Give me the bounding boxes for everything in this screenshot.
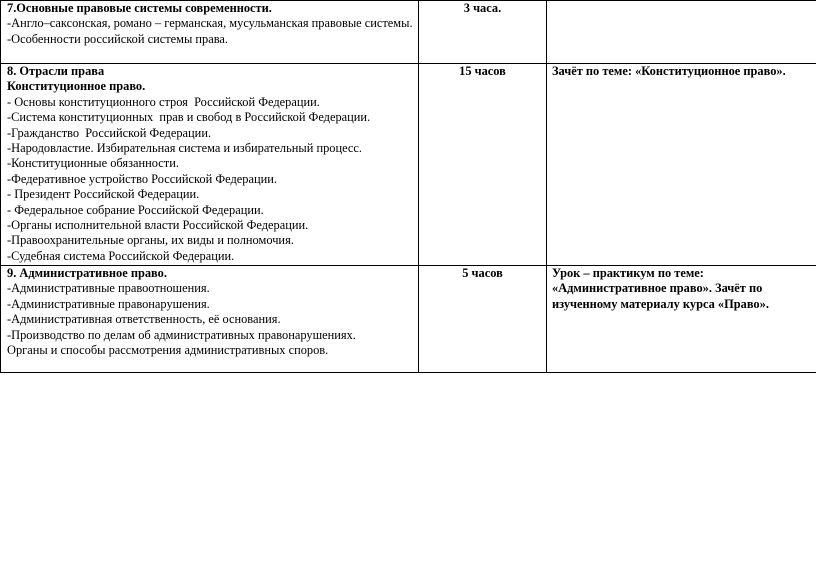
topic-line: - Федеральное собрание Российской Федерации. <box>7 202 264 217</box>
topic-line: - Основы конституционного строя Российской Федерации. <box>7 94 320 109</box>
topic-line: -Производство по делам об административных правонарушениях. <box>7 327 356 342</box>
control-cell <box>547 266 816 373</box>
topic-line: -Органы исполнительной власти Российской Федерации. <box>7 218 309 233</box>
topic-line: Органы и способы рассмотрения административных споров. <box>7 343 329 358</box>
control-text: Урок – практикум по теме: <box>552 266 704 280</box>
topic-line: -Англо–саксонская, романо – германская, мусульманская правовые системы. <box>7 16 413 31</box>
table-row <box>1 266 816 373</box>
topic-title: 9. Административное право. <box>7 266 167 280</box>
control-text: изученному материалу курса «Право». <box>552 296 769 311</box>
control-text: «Административное право». Зачёт по <box>552 281 763 296</box>
hours-value: 15 часов <box>459 64 506 78</box>
hours-value: 3 часа. <box>463 1 502 15</box>
topic-line: -Федеративное устройство Российской Федерации. <box>7 171 277 186</box>
topic-cell <box>1 64 419 266</box>
topic-line: -Административные правонарушения. <box>7 296 210 311</box>
control-cell <box>547 1 816 64</box>
topic-title: 7.Основные правовые системы современности. <box>7 1 272 15</box>
hours-cell <box>419 266 547 373</box>
topic-line: -Особенности российской системы права. <box>7 31 229 46</box>
topic-line: -Конституционные обязанности. <box>7 156 179 171</box>
topic-line: -Правоохранительные органы, их виды и полномочия. <box>7 233 294 248</box>
control-cell <box>547 64 816 266</box>
hours-cell <box>419 64 547 266</box>
table-row <box>1 1 816 64</box>
topic-cell <box>1 266 419 373</box>
topic-line: -Народовластие. Избирательная система и избирательный процесс. <box>7 141 362 156</box>
control-text: Зачёт по теме: «Конституционное право». <box>552 64 786 78</box>
topic-line: - Президент Российской Федерации. <box>7 187 200 202</box>
table-row <box>1 64 816 266</box>
topic-title: 8. Отрасли права <box>7 64 105 78</box>
topic-line: -Система конституционных прав и свобод в Российской Федерации. <box>7 110 371 125</box>
topic-line: -Административная ответственность, её основания. <box>7 312 281 327</box>
topic-subtitle: Конституционное право. <box>7 79 146 94</box>
topic-cell <box>1 1 419 64</box>
hours-cell <box>419 1 547 64</box>
hours-value: 5 часов <box>462 266 503 280</box>
topic-line: -Судебная система Российской Федерации. <box>7 248 235 263</box>
topic-line: -Административные правоотношения. <box>7 281 210 296</box>
topic-line: -Гражданство Российской Федерации. <box>7 125 212 140</box>
